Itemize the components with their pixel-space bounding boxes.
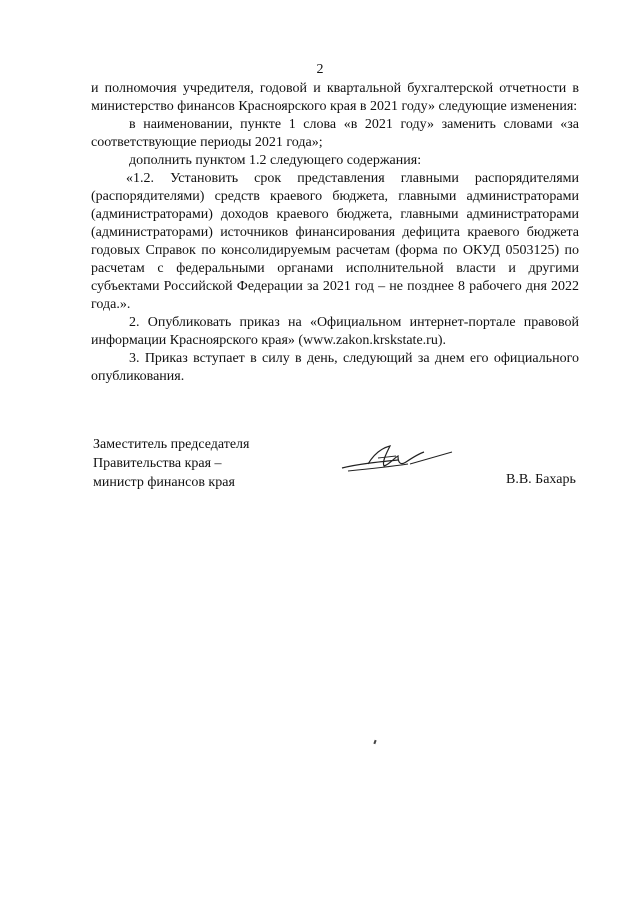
position-line: Правительства края – — [93, 456, 222, 471]
paragraph-effective: 3. Приказ вступает в силу в день, следующий за днем его официального опубликования. — [91, 351, 579, 384]
signatory-name: В.В. Бахарь — [506, 472, 576, 487]
paragraph-publish: 2. Опубликовать приказ на «Официальном интернет-портале правовой информации Красноярского края» (www.zakon.krskstate.ru). — [91, 315, 579, 348]
paragraph-item-1-2: «1.2. Установить срок представления главными распорядителями (распорядителями) средств краевого бюджета, главными администраторами (администраторами) доходов краевого бюджета, главными администраторами (администраторами) источников финансирования дефицита краевого бюджета годовых Справок по консолидируемым расчетам (форма по ОКУД 0503125) по расчетам с федеральными органами исполнительной власти и другими субъектами Российской Федерации за 2021 год – не позднее 8 рабочего дня 2022 года.». — [91, 171, 579, 312]
page-number: 2 — [316, 62, 324, 77]
position-line: Заместитель председателя — [93, 437, 250, 452]
paragraph-name-change: в наименовании, пункте 1 слова «в 2021 году» заменить словами «за соответствующие периоды 2021 года»; — [91, 117, 579, 150]
signatory-position — [93, 435, 249, 492]
paragraph-intro: и полномочия учредителя, годовой и квартальной бухгалтерской отчетности в министерство финансов Красноярского края в 2021 году» следующие изменения: — [91, 81, 579, 114]
paragraph-add-item: дополнить пунктом 1.2 следующего содержания: — [129, 153, 422, 168]
position-line: министр финансов края — [93, 475, 235, 490]
document-body — [91, 80, 579, 386]
handwritten-signature — [338, 442, 456, 476]
scan-artifact — [373, 740, 376, 744]
